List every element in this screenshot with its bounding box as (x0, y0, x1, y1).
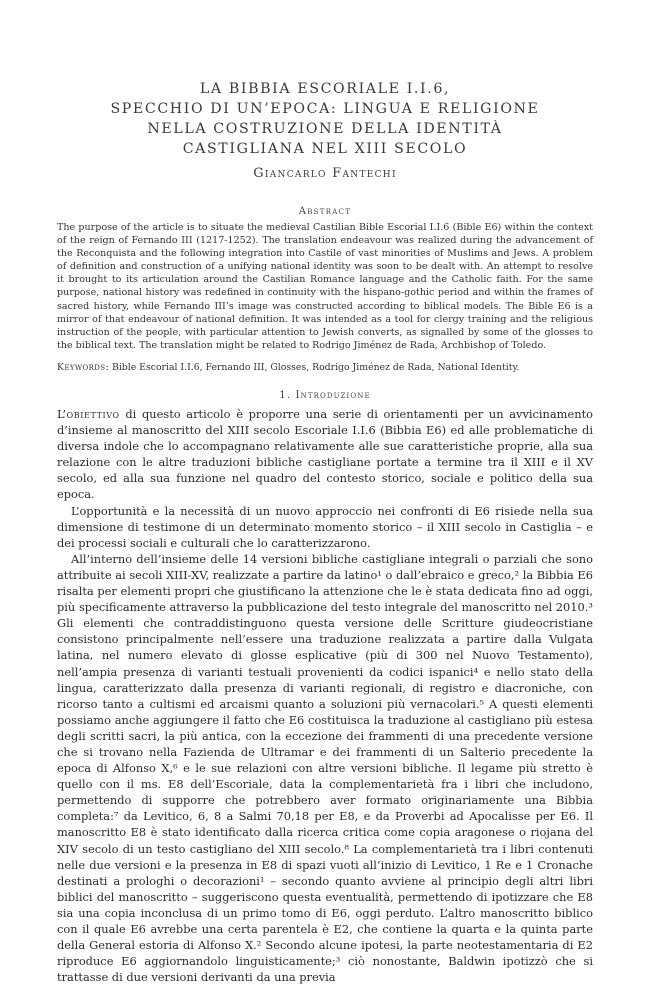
title-line-3: NELLA COSTRUZIONE DELLA IDENTITÀ (147, 121, 503, 137)
keywords-text: Bible Escorial I.I.6, Fernando III, Glosses, Rodrigo Jiménez de Rada, National Identity. (112, 362, 520, 373)
title-line-1: LA BIBBIA ESCORIALE I.I.6, (199, 81, 451, 97)
paragraph-1-text: di questo articolo è proporre una serie di orientamenti per un avvicinamento d’insieme al manoscritto del XIII secolo Escoriale I.I.6 (Bibbia E6) ed alle problematiche di diversa indole che lo accompagnano relativamente alle sue caratteristiche proprie, alla sua relazione con le altre traduzioni bibliche castigliane portate a termine tra il XIII e il XV secolo, ed alla sua funzione nel quadro del contesto storico, sociale e politico della sua epoca. (57, 407, 593, 502)
section-heading: 1. Introduzione (279, 390, 371, 401)
paragraph-3: All’interno dell’insieme delle 14 versioni bibliche castigliane integrali o parziali che sono attribuite ai secoli XIII-XV, realizzate a partire da latino¹ o dall’ebraico e greco,² la Bibbia E6 risalta per elementi propri che giustificano la attenzione che le è stata dedicata fino ad oggi, più specificamente attraverso la pubblicazione del testo integrale del manoscritto nel 2010.³ Gli elementi che contraddistinguono questa versione delle Scritture giudeocristiane consistono principalmente nell’essere una traduzione realizzata a partire dalla Vulgata latina, nel numero elevato di glosse esplicative (più di 300 nel Nuovo Testamento), nell’ampia presenza di varianti testuali provenienti da codici ispanici⁴ e nello stato della lingua, caratterizzato dalla presenza di varianti regionali, di registro e diacroniche, con ricorso tanto a cultismi ed arcaismi quanto a soluzioni più vernacolari.⁵ A questi elementi possiamo anche aggiungere il fatto che E6 costituisca la traduzione al castigliano più estesa degli scritti sacri, la più antica, con la eccezione dei frammenti di una precedente versione che si trovano nella Fazienda de Ultramar e dei frammenti di un Salterio precedente la epoca di Alfonso X,⁶ e le sue relazioni con altre versioni bibliche. Il legame più stretto è quello con il ms. E8 dell’Escoriale, data la complementarietà fra i libri che includono, permettendo di supporre che potrebbero aver formato originariamente una Bibbia completa:⁷ da Levitico, 6, 8 a Salmi 70,18 per E8, e da Proverbi ad Apocalisse per E6. Il manoscritto E8 è stato identificato dalla ricerca critica come copia aragonese o riojana del XIV secolo di un testo castigliano del XIII secolo.⁸ La complementarietà tra i libri contenuti nelle due versioni e la presenza in E8 di spazi vuoti all’inizio di Levitico, 1 Re e 1 Cronache destinati a prologhi o decorazioni¹ – secondo quanto avviene al principio degli altri libri biblici del manoscritto – suggeriscono questa eventualità, permettendo di ipotizzare che E8 sia una copia inconclusa di un primo tomo di E6, oggi perduto. L’altro manoscritto biblico con il quale E6 avrebbe una certa parentela è E2, che contiene la quarta e la quinta parte della General estoria di Alfonso X.² Secondo alcune ipotesi, la parte neotestamentaria di E2 riproduce E6 aggiornandolo linguisticamente;³ ciò nonostante, Baldwin ipotizzò che si trattasse di due versioni derivanti da una previa (57, 551, 593, 985)
abstract-heading: Abstract (298, 206, 352, 217)
abstract-text: The purpose of the article is to situate the medieval Castilian Bible Escorial I.I.6 (Bible E6) within the context of the reign of Fernando III (1217-1252). The translation endeavour was realized during the advancement of the Reconquista and the following integration into Castile of vast minorities of Muslims and Jews. A problem of definition and construction of a unifying national identity was soon to be dealt with. An attempt to resolve it brought to its articulation around the Castilian Romance language and the Catholic faith. For the same purpose, national history was redefined in continuity with the hispano-gothic period and within the frames of sacred history, while Fernando III’s image was constructed according to biblical models. The Bible E6 is a mirror of that endeavour of national definition. It was intended as a tool for clergy training and the religious instruction of the people, with particular attention to Jewish converts, as signalled by some of the glosses to the biblical text. The translation might be related to Rodrigo Jiménez de Rada, Archbishop of Toledo. (57, 222, 593, 351)
title-line-4: CASTIGLIANA NEL XIII SECOLO (182, 141, 468, 157)
paragraph-1-lead: L’obiettivo (57, 407, 120, 421)
paragraph-1 (57, 406, 593, 503)
keywords (57, 361, 593, 374)
body-text (57, 406, 593, 985)
title-line-2: SPECCHIO DI UN’EPOCA: LINGUA E RELIGIONE (110, 101, 540, 117)
author-name: Giancarlo Fantechi (253, 166, 397, 181)
paragraph-2: L’opportunità e la necessità di un nuovo approccio nei confronti di E6 risiede nella sua dimensione di testimone di un determinato momento storico – il XIII secolo in Castiglia – e dei processi sociali e culturali che lo caratterizzarono. (57, 503, 593, 550)
keywords-label: Keywords: (57, 362, 110, 373)
